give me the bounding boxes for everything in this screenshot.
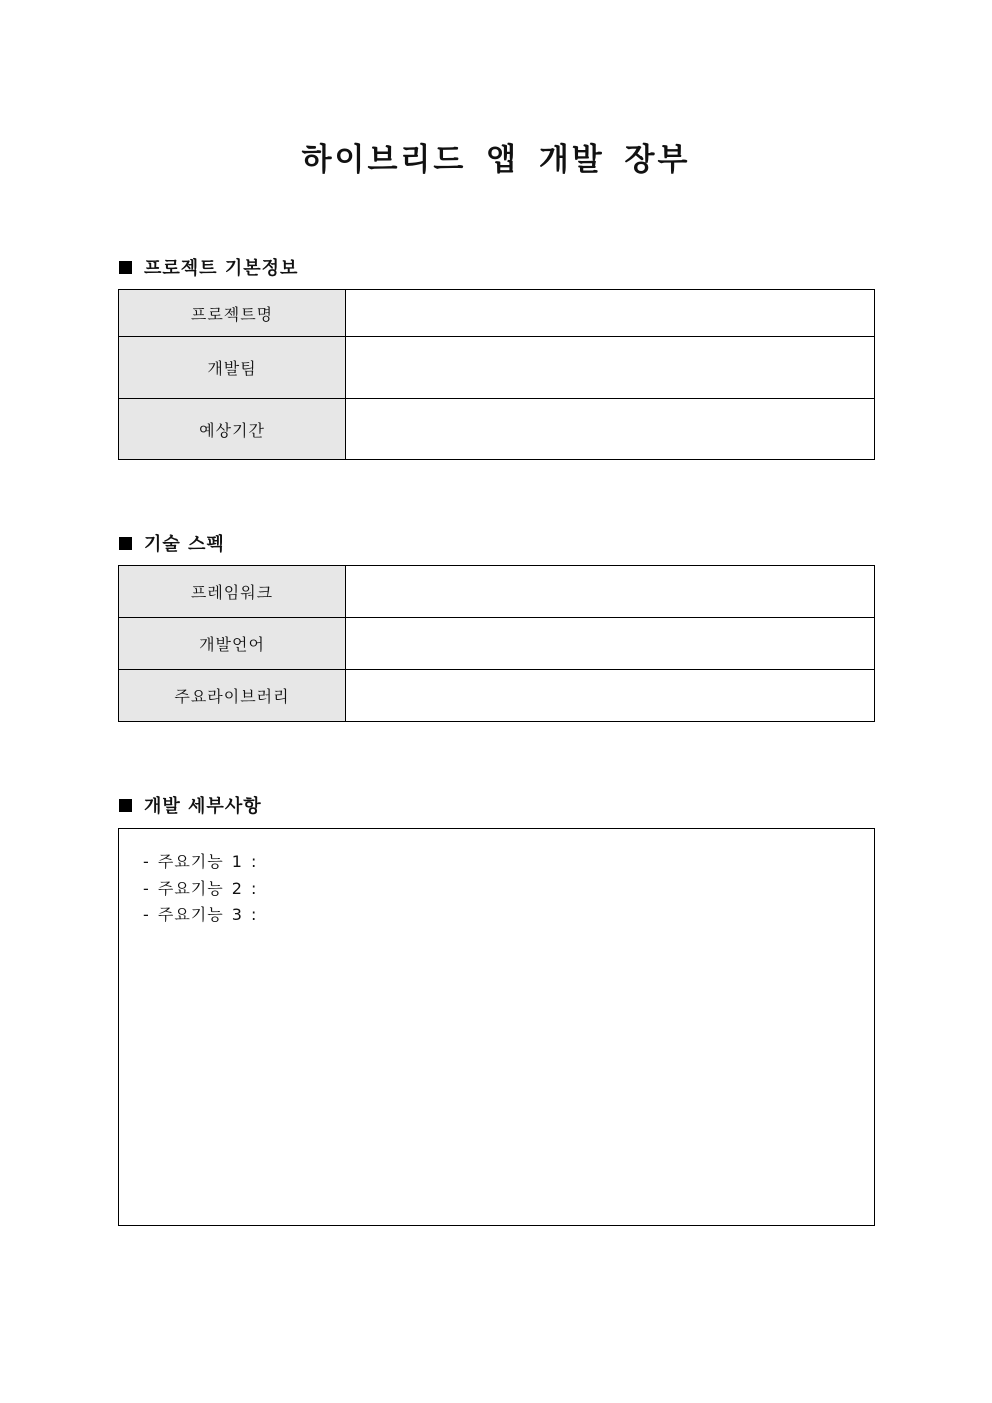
table-row: [119, 337, 875, 399]
square-bullet-icon: [119, 261, 132, 274]
expected-period-field[interactable]: [346, 399, 875, 460]
list-item: - 주요기능 2 :: [143, 878, 258, 898]
main-library-field[interactable]: [346, 670, 875, 722]
project-name-field[interactable]: [346, 290, 875, 337]
section-heading-label: 개발 세부사항: [144, 796, 262, 817]
table-row: [119, 618, 875, 670]
feature-list: [143, 849, 257, 929]
list-item: - 주요기능 3 :: [143, 905, 258, 924]
tech-spec-table: [118, 565, 875, 722]
dev-details-box[interactable]: [118, 828, 875, 1226]
section-heading-project-info: [119, 254, 298, 280]
section-heading-dev-details: [119, 792, 262, 818]
framework-field[interactable]: [346, 566, 875, 618]
square-bullet-icon: [119, 537, 132, 550]
expected-period-label: 예상기간: [119, 399, 346, 460]
project-name-label: 프로젝트명: [119, 290, 346, 337]
table-row: [119, 399, 875, 460]
dev-language-field[interactable]: [346, 618, 875, 670]
document-title: 하이브리드 앱 개발 장부: [301, 142, 691, 178]
table-row: [119, 290, 875, 337]
table-row: [119, 670, 875, 722]
section-heading-tech-spec: [119, 530, 225, 556]
project-info-table: [118, 289, 875, 460]
section-heading-label: 기술 스펙: [144, 534, 225, 555]
table-row: [119, 566, 875, 618]
framework-label: 프레임워크: [119, 566, 346, 618]
list-item: - 주요기능 1 :: [143, 852, 258, 871]
section-heading-label: 프로젝트 기본정보: [144, 258, 299, 279]
dev-language-label: 개발언어: [119, 618, 346, 670]
square-bullet-icon: [119, 799, 132, 812]
dev-team-label: 개발팀: [119, 337, 346, 399]
main-library-label: 주요라이브러리: [119, 670, 346, 722]
dev-team-field[interactable]: [346, 337, 875, 399]
